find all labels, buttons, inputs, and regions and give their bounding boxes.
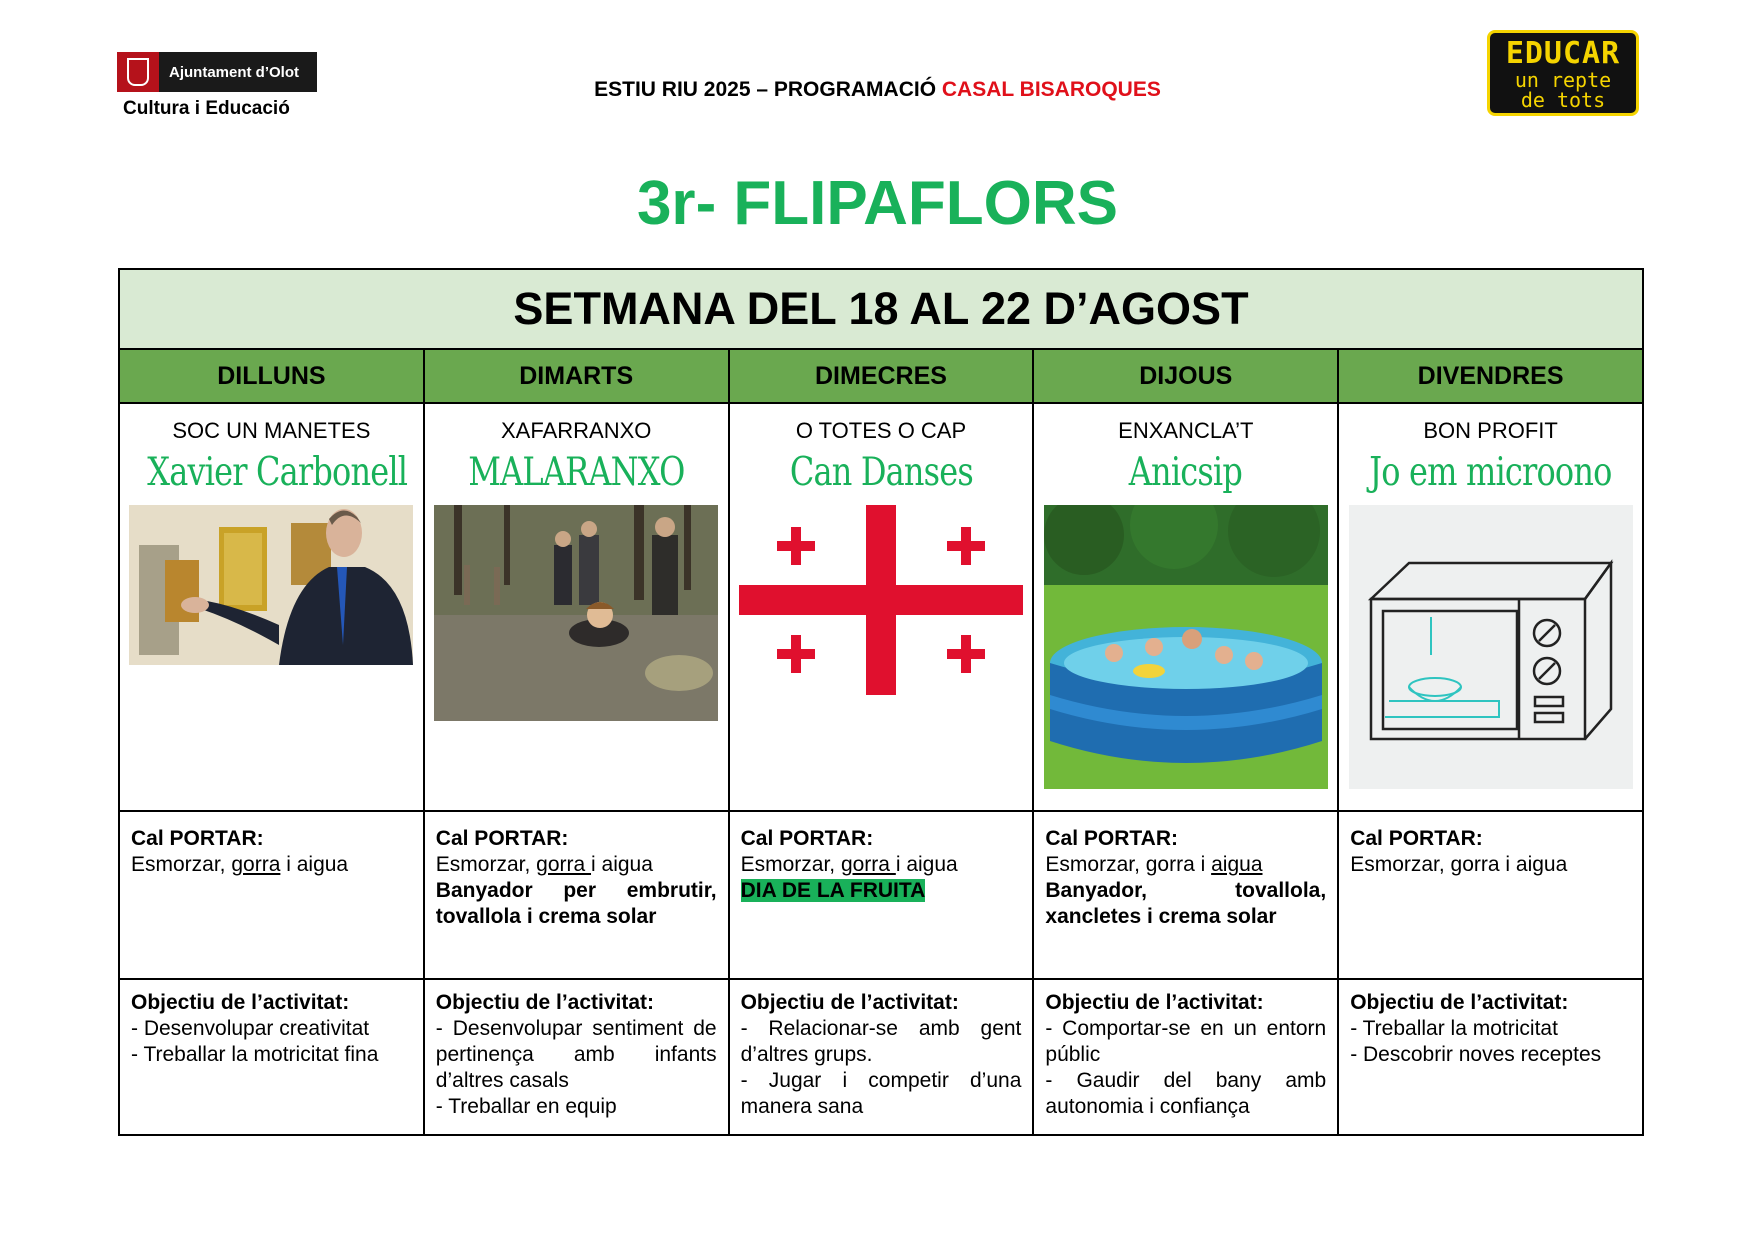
week-title: SETMANA DEL 18 AL 22 D’AGOST [119,269,1643,349]
bring-cell [1338,811,1643,979]
educar-logo [1487,30,1639,116]
educar-logo-line1: EDUCAR [1505,36,1621,71]
objective-item: - Treballar en equip [435,1095,617,1118]
objective-cell [1033,979,1338,1135]
objective-item: - Descobrir noves receptes [1350,1043,1602,1066]
day-header: DIJOUS [1033,349,1338,403]
objective-cell [729,979,1034,1135]
objective-item: - Treballar la motricitat fina [131,1043,379,1066]
activity-cell [1033,403,1338,811]
bring-cell [424,811,729,979]
header-title-highlight: CASAL BISAROQUES [941,78,1161,101]
activity-cell [1338,403,1643,811]
man-presenting-artwork-photo [129,505,413,665]
objective-label: Objectiu de l’activitat: [740,991,959,1014]
bring-label: Cal PORTAR: [740,827,874,850]
activity-name: SOC UN MANETES [172,418,371,443]
schedule-table [118,268,1644,1136]
bring-cell [729,811,1034,979]
bring-extra: Banyador per embrutir, tovallola i crema solar [435,879,717,928]
bring-items: Esmorzar, gorra i aigua [131,853,349,876]
bring-items: Esmorzar, gorra i aigua [435,853,653,876]
header-title-prefix: ESTIU RIU 2025 – PROGRAMACIÓ [594,78,942,101]
day-header: DIVENDRES [1338,349,1643,403]
day-header: DIMARTS [424,349,729,403]
activity-name: O TOTES O CAP [795,418,967,443]
activity-cell [729,403,1034,811]
activity-company: Can Danses [789,450,973,495]
objective-item: - Treballar la motricitat [1350,1017,1558,1040]
day-header: DIMECRES [729,349,1034,403]
objective-item: - Comportar-se en un entorn públic [1045,1017,1327,1066]
activity-company: Anicsip [1129,450,1243,495]
activity-cell [424,403,729,811]
bring-label: Cal PORTAR: [1350,827,1483,850]
objective-item: - Gaudir del bany amb autonomia i confiança [1045,1069,1327,1118]
objective-cell [424,979,729,1135]
family-in-pool-photo [1044,505,1328,789]
bring-extra: Banyador, tovallola, xancletes i crema solar [1045,879,1327,928]
objective-label: Objectiu de l’activitat: [1045,991,1264,1014]
objective-label: Objectiu de l’activitat: [131,991,350,1014]
objectives-row [119,979,1643,1135]
activity-company: Jo em microono [1369,450,1612,495]
objective-item: - Desenvolupar sentiment de pertinença amb infants d’altres casals [435,1017,717,1092]
children-in-mud-photo [434,505,718,721]
objective-label: Objectiu de l’activitat: [1350,991,1569,1014]
bring-items: Esmorzar, gorra i aigua [1045,853,1263,876]
day-header: DILLUNS [119,349,424,403]
bring-items: Esmorzar, gorra i aigua [740,853,958,876]
activity-company: MALARANXO [468,450,685,495]
activity-company: Xavier Carbonell [147,450,408,495]
objective-cell [119,979,424,1135]
bring-label: Cal PORTAR: [131,827,264,850]
org-name: Ajuntament d’Olot [169,63,299,81]
objective-cell [1338,979,1643,1135]
objective-item: - Desenvolupar creativitat [131,1017,370,1040]
georgian-flag [739,505,1023,695]
bring-cell [119,811,424,979]
activity-name: XAFARRANXO [501,418,652,443]
group-title: 3r- FLIPAFLORS [636,169,1119,238]
activity-name: ENXANCLA’T [1118,418,1254,443]
activities-row [119,403,1643,811]
microwave-drawing [1349,505,1633,789]
objective-item: - Jugar i competir d’una manera sana [740,1069,1022,1118]
org-dept: Cultura i Educació [123,98,290,119]
bring-items: Esmorzar, gorra i aigua [1350,853,1568,876]
educar-logo-line3: de tots [1520,88,1606,112]
activity-cell [119,403,424,811]
objective-label: Objectiu de l’activitat: [435,991,655,1014]
objective-item: - Relacionar-se amb gent d’altres grups. [740,1017,1022,1066]
activity-name: BON PROFIT [1423,418,1558,443]
educar-logo-line2: un repte [1514,68,1612,92]
bring-row [119,811,1643,979]
bring-cell [1033,811,1338,979]
fruit-day-note [741,878,1022,904]
bring-label: Cal PORTAR: [435,827,569,850]
days-row [119,349,1643,403]
fruit-day-highlight: DIA DE LA FRUITA [740,879,926,902]
bring-label: Cal PORTAR: [1045,827,1179,850]
